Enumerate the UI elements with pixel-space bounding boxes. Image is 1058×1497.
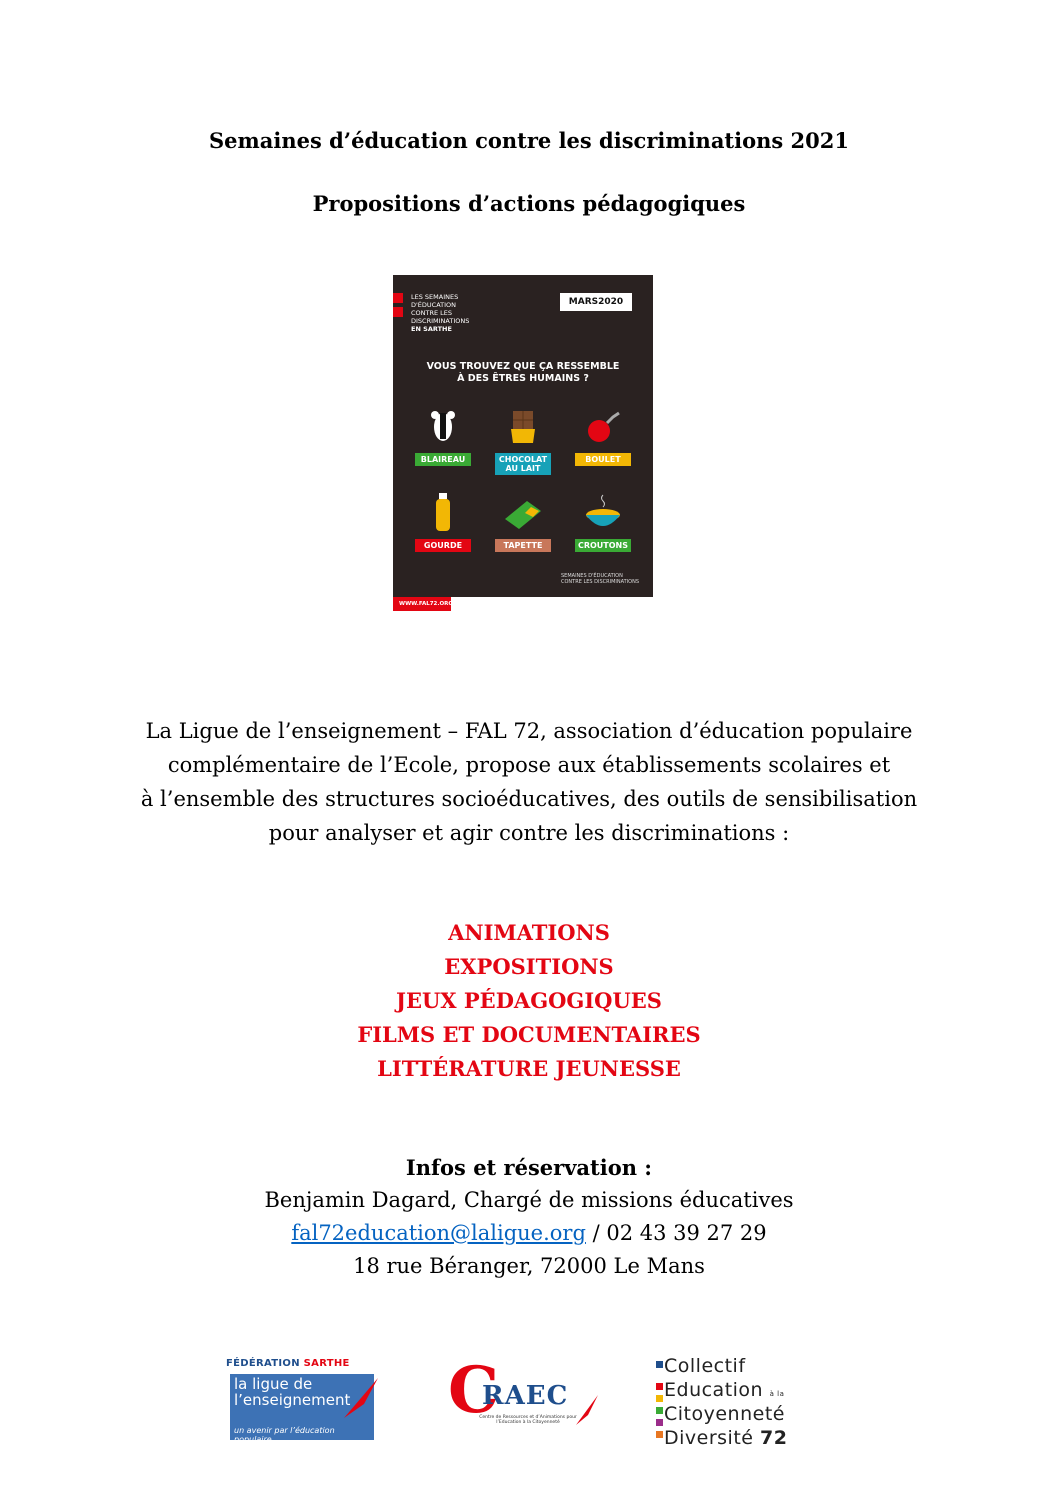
badger-icon	[423, 407, 463, 445]
poster-header: LES SEMAINES D'ÉDUCATION CONTRE LES DISCRIMINATIONS EN SARTHE	[411, 293, 470, 333]
contact-heading: Infos et réservation :	[405, 1155, 653, 1180]
poster-question: VOUS TROUVEZ QUE ÇA RESSEMBLE À DES ÊTRES HUMAINS ?	[426, 361, 620, 384]
campaign-poster	[393, 275, 653, 611]
offer-item: EXPOSITIONS	[444, 954, 614, 979]
contact-block	[0, 1151, 1058, 1283]
flask-icon	[423, 493, 463, 531]
offer-item: FILMS ET DOCUMENTAIRES	[357, 1022, 701, 1047]
email-link[interactable]: fal72education@laligue.org	[291, 1221, 586, 1245]
poster-date: MARS2020	[560, 293, 632, 311]
ligue-enseignement-logo: FÉDÉRATION SARTHE la ligue de l’enseignement un avenir par l’éducation populaire	[226, 1358, 378, 1446]
document-subtitle: Propositions d’actions pédagogiques	[312, 191, 746, 216]
poster-item-blaireau: BLAIREAU	[415, 407, 471, 466]
intro-paragraph: La Ligue de l’enseignement – FAL 72, association d’éducation populaire complémentaire de l’Ecole, propose aux établissements scolaires et à l’ensemble des structures socioéducatives, des outils de sensibilisation pour analyser et agir contre les discriminations :	[140, 719, 918, 845]
document-title: Semaines d’éducation contre les discriminations 2021	[209, 128, 849, 153]
offer-list	[0, 916, 1058, 1086]
mousetrap-icon	[503, 493, 543, 531]
offer-item: LITTÉRATURE JEUNESSE	[377, 1056, 681, 1081]
craec-logo: C RAEC Centre de Ressources et d’Animations pour l’Education à la Citoyenneté	[448, 1355, 598, 1445]
poster-item-tapette: TAPETTE	[495, 493, 551, 552]
soup-bowl-icon	[583, 493, 623, 531]
poster-facebook-text: SEMAINES D'ÉDUCATION CONTRE LES DISCRIMINATIONS	[561, 573, 640, 585]
offer-item: ANIMATIONS	[448, 920, 610, 945]
poster-url: WWW.FAL72.ORG	[393, 597, 451, 611]
chocolate-icon	[503, 407, 543, 445]
contact-address: 18 rue Béranger, 72000 Le Mans	[353, 1254, 705, 1278]
collectif-education-logo: Collectif Education à la Citoyenneté Diversité 72	[656, 1355, 808, 1453]
poster-item-croutons: CROUTONS	[575, 493, 631, 552]
poster-item-boulet: BOULET	[575, 407, 631, 466]
poster-item-gourde: GOURDE	[415, 493, 471, 552]
poster-item-chocolat: CHOCOLAT AU LAIT	[495, 407, 551, 475]
contact-phone: / 02 43 39 27 29	[585, 1221, 767, 1245]
contact-person: Benjamin Dagard, Chargé de missions éducatives	[264, 1188, 794, 1212]
ball-chain-icon	[583, 407, 623, 445]
offer-item: JEUX PÉDAGOGIQUES	[396, 988, 662, 1013]
